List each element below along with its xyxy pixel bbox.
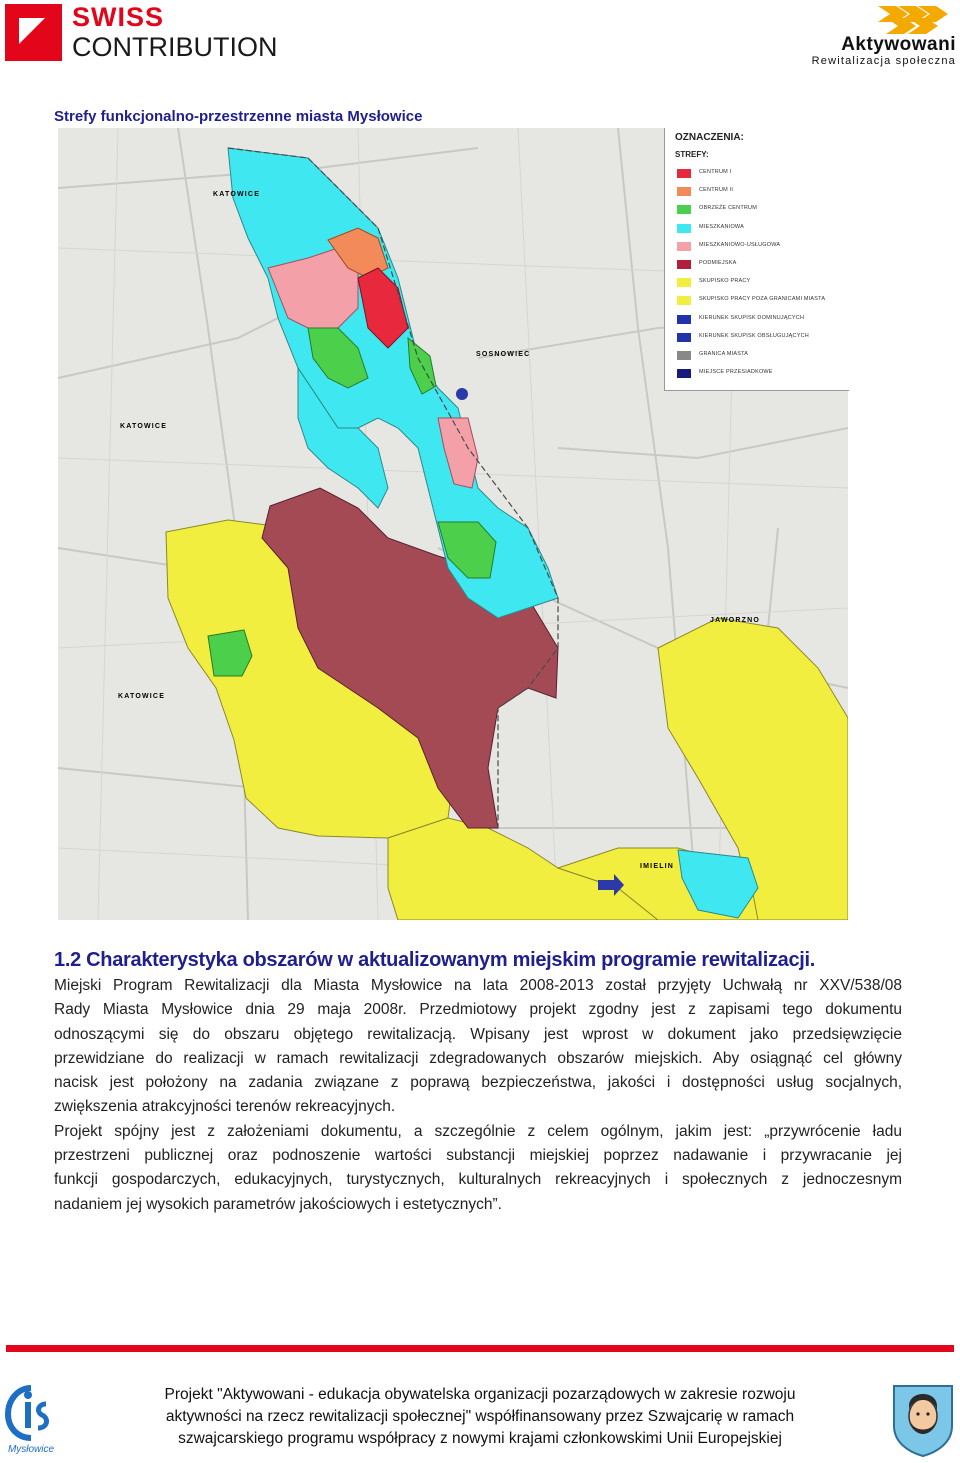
aktywowani-logo <box>808 4 956 66</box>
swiss-logo-word: SWISS <box>72 2 165 32</box>
legend-label: MIESZKANIOWA <box>699 223 744 230</box>
paragraph-line: Projekt spójny jest z założeniami dokumentu, a szczególnie z celem ogólnym, jakim jest: „przywrócenie ładu <box>54 1122 902 1140</box>
paragraph-line: funkcji gospodarczych, edukacyjnych, turystycznych, kulturalnych rekreacyjnych i społecznych z jednoczesnym <box>54 1171 902 1189</box>
section-heading: 1.2 Charakterystyka obszarów w aktualizowanym miejskim programie rewitalizacji. <box>54 949 816 971</box>
legend-swatch <box>677 242 691 251</box>
legend-swatch <box>677 369 691 378</box>
legend-label: PODMIEJSKA <box>699 260 737 266</box>
legend-label: CENTRUM I <box>699 169 732 175</box>
paragraph-line: przestrzeni publicznej oraz podnoszenie wartości substancji miejskiej poprzez nadawanie i przywracanie jej <box>54 1147 902 1165</box>
map-legend <box>664 128 849 391</box>
footer-line-2: aktywności na rzecz rewitalizacji społecznej" współfinansowany przez Szwajcarię w ramach <box>165 1408 795 1425</box>
legend-label: KIERUNEK SKUPISK DOMINUJĄCYCH <box>699 314 805 321</box>
footer-text <box>0 1384 960 1450</box>
footer-line-1: Projekt "Aktywowani - edukacja obywatelska organizacji pozarządowych w zakresie rozwoju <box>164 1386 796 1403</box>
legend-swatch <box>677 224 691 233</box>
coat-of-arms-logo <box>888 1382 958 1458</box>
map-title: Strefy funkcjonalno-przestrzenne miasta Mysłowice <box>54 108 423 125</box>
footer-line-3: szwajcarskiego programu współpracy z nowymi krajami członkowskimi Unii Europejskiej <box>178 1430 782 1447</box>
legend-swatch <box>677 351 691 360</box>
legend-swatch <box>677 205 691 214</box>
aktywowani-logo-name: Aktywowani <box>841 34 956 55</box>
swiss-contribution-logo-flag <box>5 4 62 61</box>
paragraph-line: nacisk jest położony na zadania związane z poprawą bezpieczeństwa, jakości i dostępności usług socjalnych, <box>54 1074 902 1092</box>
legend-label: SKUPISKO PRACY <box>699 278 751 285</box>
white-corner-cross-icon <box>5 4 62 61</box>
paragraph-line: nadaniem jej wysokich parametrów jakościowych i estetycznych”. <box>54 1195 502 1213</box>
body-text <box>54 974 902 1217</box>
paragraph-line: Rady Miasta Mysłowice dnia 29 maja 2008r. Przedmiotowy projekt zgodny jest z zapisami tego dokumentu <box>54 1001 902 1019</box>
footer-divider <box>6 1345 954 1352</box>
map-label-sosnowiec: SOSNOWIEC <box>476 351 531 358</box>
legend-label: MIEJSCE PRZESIADKOWE <box>699 369 773 376</box>
legend-label: MIESZKANIOWO-USŁUGOWA <box>699 241 781 248</box>
legend-swatch <box>677 260 691 269</box>
legend-swatch <box>677 296 691 305</box>
paragraph-line: odnoszącymi się do obszaru objętego rewitalizacją. Wpisany jest wprost w dokument jako przedsięwzięcie <box>54 1025 902 1043</box>
legend-label: OBRZEŻE CENTRUM <box>699 205 757 212</box>
aktywowani-logo-tagline: Rewitalizacja społeczna <box>811 55 956 67</box>
legend-swatch <box>677 187 691 196</box>
chevron-arrows-icon <box>878 4 956 34</box>
legend-swatch <box>677 333 691 342</box>
legend-title: OZNACZENIA: <box>675 132 744 143</box>
map-label-imielin: IMIELIN <box>640 863 675 870</box>
legend-swatch <box>677 315 691 324</box>
legend-swatch <box>677 278 691 287</box>
legend-label: GRANICA MIASTA <box>699 351 749 357</box>
map-label-katowice-southwest: KATOWICE <box>118 693 166 700</box>
legend-label: CENTRUM II <box>699 187 734 194</box>
map-label-katowice-west: KATOWICE <box>120 423 168 430</box>
city-logo-text: Mysłowice <box>7 1444 55 1455</box>
zone-green-west <box>208 630 252 676</box>
contribution-logo-word: CONTRIBUTION <box>72 32 278 62</box>
map-label-katowice-north: KATOWICE <box>213 191 261 198</box>
legend-swatch <box>677 169 691 178</box>
paragraph-line: przewidziane do realizacji w ramach rewitalizacji zdegradowanych obszarów miejskich. Aby osiągnąć cel główny <box>54 1049 902 1067</box>
legend-subtitle: STREFY: <box>675 150 709 159</box>
transfer-point-icon <box>456 388 468 400</box>
legend-label: SKUPISKO PRACY POZA GRANICAMI MIASTA <box>699 296 826 303</box>
map-label-jaworzno: JAWORZNO <box>710 617 761 624</box>
paragraph-line: Miejski Program Rewitalizacji dla Miasta Mysłowice na lata 2008-2013 został przyjęty Uchwałą nr XXV/538/08 <box>54 977 902 994</box>
coat-of-arms-icon <box>888 1382 958 1458</box>
paragraph-line: zwiększenia atrakcyjności terenów rekreacyjnych. <box>54 1098 396 1116</box>
legend-label: KIERUNEK SKUPISK OBSŁUGUJĄCYCH <box>699 332 809 339</box>
